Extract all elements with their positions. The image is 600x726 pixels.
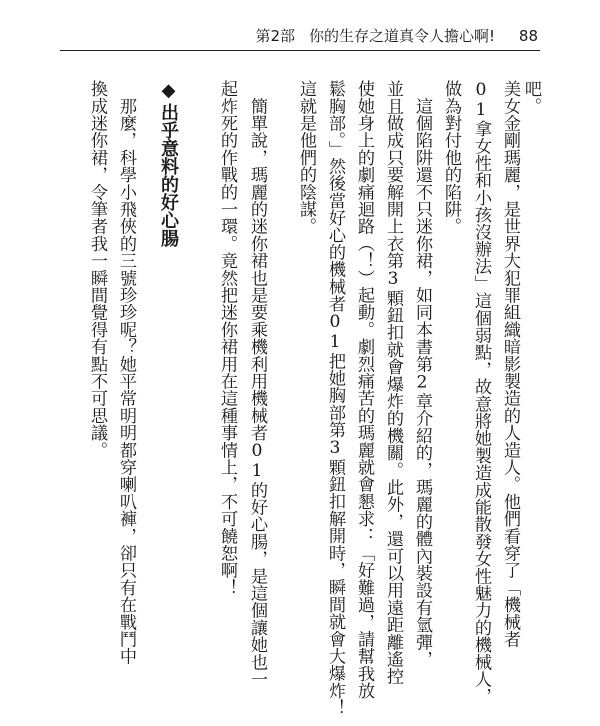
text-column-9: 這就是他們的陰謀。	[296, 80, 316, 235]
text-column-4: 做為對付他的陷阱。	[441, 80, 461, 235]
text-column-8: 鬆胸部。」然後當好心的機械者01把她胸部第3顆鈕扣解開時，瞬間就會大爆炸！	[325, 80, 345, 717]
text-column-3: 01拿女性和小孩沒辦法」這個弱點，故意將她製造成能散發女性魅力的機械人，	[471, 80, 491, 705]
section-heading	[155, 80, 181, 247]
text-column-6: 並且做成只要解開上衣第3顆鈕扣就會爆炸的機關。此外，還可以用遠距離遙控	[383, 80, 403, 685]
text-column-5: 這個陷阱還不只迷你裙，如同本書第2章介紹的，瑪麗的體內裝設有氫彈，	[412, 80, 432, 668]
text-column-10: 簡單說，瑪麗的迷你裙也是要乘機利用機械者01的好心腸，是這個讓她也一	[247, 80, 267, 688]
text-column-7: 使她身上的劇痛迴路（！）起動。劇烈痛苦的瑪麗就會懇求：「好難過，請幫我放	[354, 80, 374, 700]
diamond-bullet-icon: ◆	[158, 80, 179, 101]
text-column-1: 吧。	[521, 80, 541, 115]
part-label: 第2部	[255, 27, 295, 45]
header-rule	[60, 50, 540, 51]
chapter-title: 你的生存之道真令人擔心啊!	[308, 27, 495, 45]
text-column-11: 起炸死的作戰的一環。竟然把迷你裙用在這種事情上，不可饒恕啊！	[217, 80, 237, 596]
text-column-2: 美女金剛瑪麗，是世界大犯罪組織暗影製造的人造人。他們看穿了「機械者	[500, 80, 520, 648]
section-heading-text: 出乎意料的好心腸	[158, 103, 179, 247]
page-number: 88	[518, 27, 538, 45]
text-column-13: 那麼，科學小飛俠的三號珍珍呢？她平常明明都穿喇叭褲，卻只有在戰鬥中	[116, 80, 136, 665]
running-head	[255, 27, 495, 45]
text-column-14: 換成迷你裙，令筆者我一瞬間覺得有點不可思議。	[87, 80, 107, 459]
